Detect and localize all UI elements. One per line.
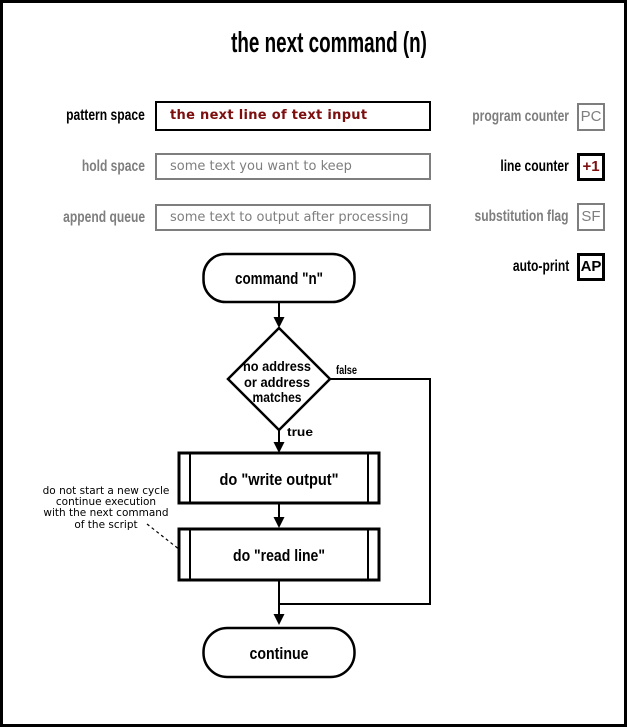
substitution-flag-label: substitution flag xyxy=(474,208,569,225)
arrowhead-icon xyxy=(274,517,285,528)
process2-label: do "read line" xyxy=(233,546,325,565)
pattern-space-label: pattern space xyxy=(66,107,145,124)
decision-label-line1: no address xyxy=(243,358,312,374)
auto-print-label: auto-print xyxy=(512,258,569,275)
page-title: the next command (n) xyxy=(231,27,427,59)
hold-space-box: some text you want to keep xyxy=(155,153,431,180)
decision-label-line3: matches xyxy=(252,389,302,405)
arrowhead-icon xyxy=(274,442,285,453)
pattern-space-box: the next line of text input xyxy=(155,101,431,131)
auto-print-flag: AP xyxy=(577,253,605,281)
start-node-label: command "n" xyxy=(235,269,323,288)
annotation-line: with the next command xyxy=(43,507,169,520)
append-queue-label: append queue xyxy=(63,209,145,226)
substitution-flag-flag: SF xyxy=(577,203,605,231)
false-branch-label: false xyxy=(336,365,357,377)
annotation-leader-line xyxy=(147,524,180,550)
true-branch-label: true xyxy=(287,427,313,439)
annotation-line: continue execution xyxy=(55,496,157,509)
hold-space-label: hold space xyxy=(81,158,145,175)
process1-label: do "write output" xyxy=(219,470,339,489)
append-queue-box: some text to output after processing xyxy=(155,204,431,231)
program-counter-label: program counter xyxy=(472,108,569,125)
arrowhead-icon xyxy=(274,614,285,625)
annotation-line: of the script xyxy=(74,518,138,531)
decision-label-line2: or address xyxy=(244,374,311,390)
line-counter-flag: +1 xyxy=(577,153,605,181)
end-node-label: continue xyxy=(249,644,309,663)
annotation-line: do not start a new cycle xyxy=(42,485,170,497)
line-counter-label: line counter xyxy=(500,158,569,175)
program-counter-flag: PC xyxy=(577,103,605,131)
flowchart xyxy=(3,3,627,727)
